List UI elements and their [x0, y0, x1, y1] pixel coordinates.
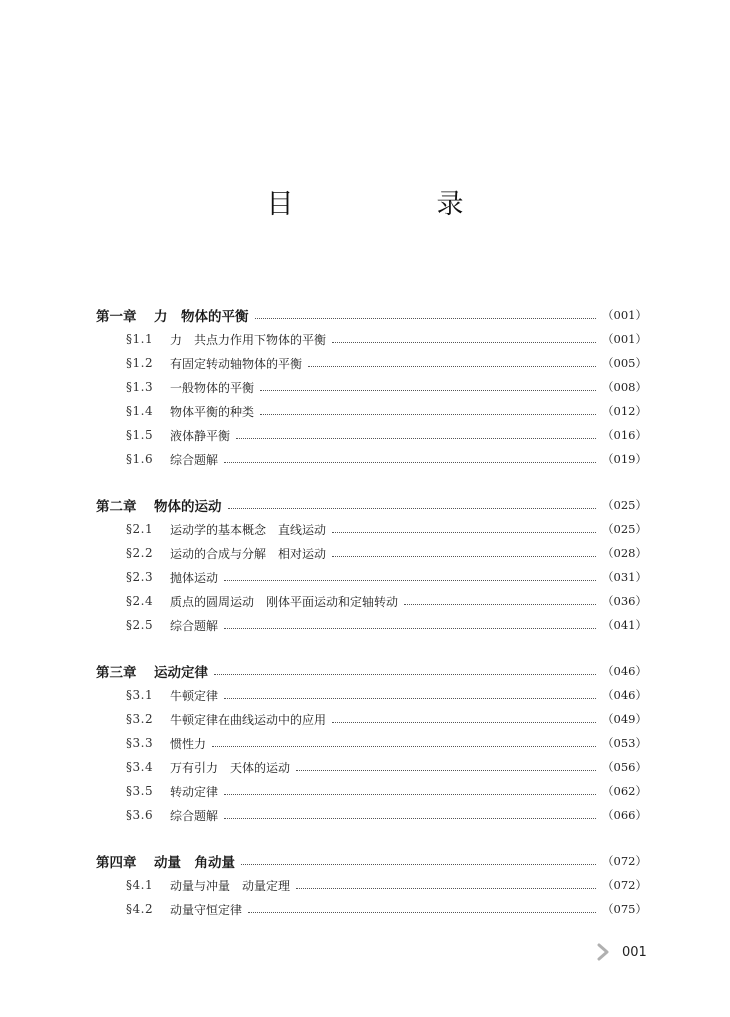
chapter-entry[interactable] [0, 493, 730, 517]
page-ref: （019） [602, 452, 647, 466]
section-title: 抛体运动 [170, 570, 219, 585]
section-title: 有固定转动轴物体的平衡 [170, 356, 303, 371]
section-entry[interactable] [0, 447, 730, 471]
section-number: §1.6 [126, 452, 154, 466]
section-title: 动量与冲量 动量定理 [170, 878, 291, 893]
page-number: 001 [622, 944, 647, 960]
page-ref: （025） [602, 498, 647, 512]
leader-dots [241, 864, 596, 865]
section-title: 一般物体的平衡 [170, 380, 255, 395]
section-title: 牛顿定律 [170, 688, 219, 703]
chapter-title: 运动定律 [154, 665, 208, 681]
leader-dots [224, 818, 596, 819]
section-number: §2.1 [126, 522, 154, 536]
section-number: §3.2 [126, 712, 154, 726]
section-entry[interactable] [0, 399, 730, 423]
section-number: §2.5 [126, 618, 154, 632]
section-entry[interactable] [0, 873, 730, 897]
section-title: 综合题解 [170, 808, 219, 823]
section-number: §1.5 [126, 428, 154, 442]
section-entry[interactable] [0, 423, 730, 447]
section-entry[interactable] [0, 779, 730, 803]
section-number: §2.4 [126, 594, 154, 608]
table-of-contents [0, 303, 730, 943]
chapter-number: 第三章 [96, 665, 137, 681]
leader-dots [224, 628, 596, 629]
leader-dots [332, 532, 596, 533]
leader-dots [228, 508, 597, 509]
page-ref: （016） [602, 428, 647, 442]
section-entry[interactable] [0, 565, 730, 589]
page-ref: （075） [602, 902, 647, 916]
section-entry[interactable] [0, 707, 730, 731]
page-title: 目 录 [266, 189, 522, 220]
section-title: 质点的圆周运动 刚体平面运动和定轴转动 [170, 594, 399, 609]
page-ref: （041） [602, 618, 647, 632]
leader-dots [296, 888, 596, 889]
section-entry[interactable] [0, 613, 730, 637]
chapter-block [0, 303, 730, 471]
section-title: 运动的合成与分解 相对运动 [170, 546, 327, 561]
page-ref: （012） [602, 404, 647, 418]
section-number: §2.3 [126, 570, 154, 584]
section-entry[interactable] [0, 683, 730, 707]
section-entry[interactable] [0, 589, 730, 613]
section-entry[interactable] [0, 897, 730, 921]
section-number: §1.2 [126, 356, 154, 370]
leader-dots [255, 318, 597, 319]
page-ref: （001） [602, 332, 647, 346]
chapter-block [0, 849, 730, 921]
section-title: 综合题解 [170, 452, 219, 467]
chapter-entry[interactable] [0, 659, 730, 683]
section-title: 物体平衡的种类 [170, 404, 255, 419]
page-footer [596, 942, 647, 962]
page-ref: （036） [602, 594, 647, 608]
section-title: 转动定律 [170, 784, 219, 799]
chevron-right-icon [596, 943, 610, 961]
page-ref: （062） [602, 784, 647, 798]
section-number: §3.6 [126, 808, 154, 822]
chapter-number: 第一章 [96, 309, 137, 325]
page-ref: （001） [602, 308, 647, 322]
section-number: §4.2 [126, 902, 154, 916]
page-ref: （056） [602, 760, 647, 774]
page-ref: （031） [602, 570, 647, 584]
leader-dots [224, 794, 596, 795]
chapter-block [0, 659, 730, 827]
section-entry[interactable] [0, 755, 730, 779]
leader-dots [236, 438, 596, 439]
leader-dots [224, 580, 596, 581]
section-number: §3.1 [126, 688, 154, 702]
section-title: 力 共点力作用下物体的平衡 [170, 332, 327, 347]
leader-dots [248, 912, 596, 913]
leader-dots [332, 556, 596, 557]
leader-dots [212, 746, 596, 747]
page-ref: （046） [602, 688, 647, 702]
leader-dots [260, 414, 596, 415]
leader-dots [404, 604, 596, 605]
section-number: §4.1 [126, 878, 154, 892]
section-title: 牛顿定律在曲线运动中的应用 [170, 712, 327, 727]
section-entry[interactable] [0, 517, 730, 541]
section-number: §3.5 [126, 784, 154, 798]
page-ref: （046） [602, 664, 647, 678]
section-number: §1.4 [126, 404, 154, 418]
leader-dots [224, 462, 596, 463]
chapter-number: 第四章 [96, 855, 137, 871]
section-title: 综合题解 [170, 618, 219, 633]
chapter-title: 物体的运动 [154, 499, 222, 515]
page-ref: （028） [602, 546, 647, 560]
chapter-number: 第二章 [96, 499, 137, 515]
leader-dots [224, 698, 596, 699]
page-ref: （049） [602, 712, 647, 726]
chapter-entry[interactable] [0, 303, 730, 327]
chapter-block [0, 493, 730, 637]
page-ref: （025） [602, 522, 647, 536]
section-entry[interactable] [0, 375, 730, 399]
section-entry[interactable] [0, 351, 730, 375]
section-entry[interactable] [0, 803, 730, 827]
section-title: 液体静平衡 [170, 428, 231, 443]
page-ref: （066） [602, 808, 647, 822]
page-ref: （008） [602, 380, 647, 394]
section-number: §3.3 [126, 736, 154, 750]
section-entry[interactable] [0, 731, 730, 755]
leader-dots [308, 366, 596, 367]
section-title: 万有引力 天体的运动 [170, 760, 291, 775]
section-number: §2.2 [126, 546, 154, 560]
section-number: §1.3 [126, 380, 154, 394]
page-ref: （072） [602, 878, 647, 892]
page-ref: （072） [602, 854, 647, 868]
leader-dots [332, 722, 596, 723]
section-number: §3.4 [126, 760, 154, 774]
leader-dots [260, 390, 596, 391]
page-ref: （005） [602, 356, 647, 370]
section-number: §1.1 [126, 332, 154, 346]
page-ref: （053） [602, 736, 647, 750]
chapter-title: 动量 角动量 [154, 855, 235, 871]
section-title: 动量守恒定律 [170, 902, 243, 917]
chapter-title: 力 物体的平衡 [154, 309, 249, 325]
section-title: 惯性力 [170, 736, 207, 751]
chapter-entry[interactable] [0, 849, 730, 873]
leader-dots [332, 342, 596, 343]
leader-dots [296, 770, 596, 771]
section-entry[interactable] [0, 327, 730, 351]
section-entry[interactable] [0, 541, 730, 565]
leader-dots [214, 674, 596, 675]
section-title: 运动学的基本概念 直线运动 [170, 522, 327, 537]
